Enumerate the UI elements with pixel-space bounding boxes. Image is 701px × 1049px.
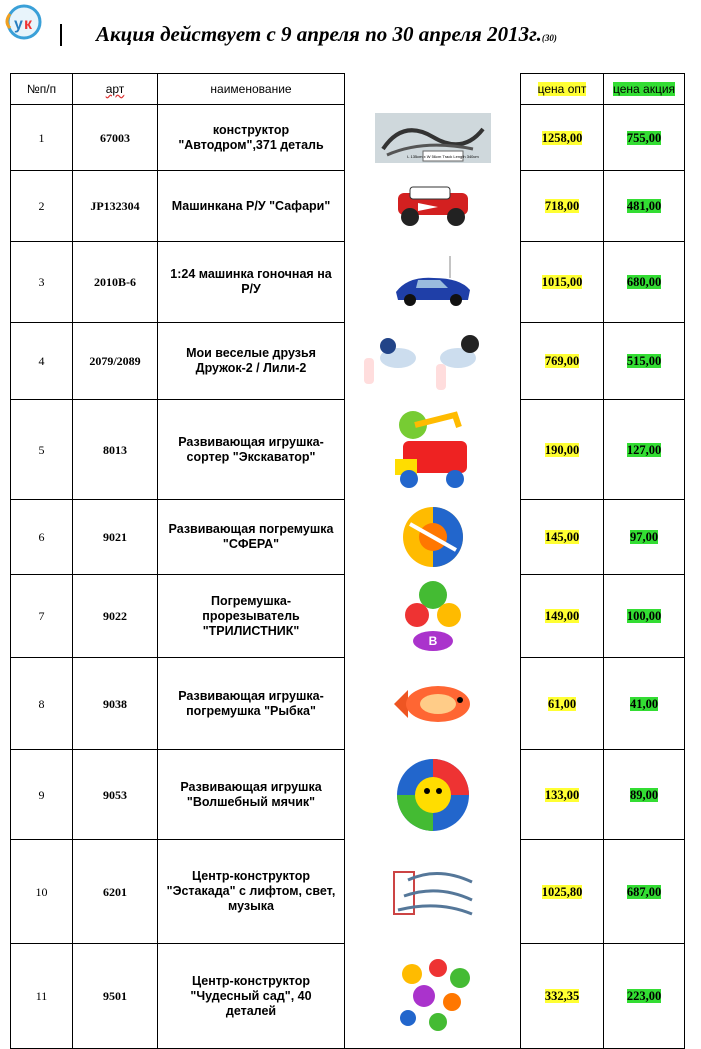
row-price-opt	[521, 658, 604, 750]
row-price-opt	[521, 323, 604, 400]
row-name-value: Машинкана Р/У "Сафари"	[171, 198, 331, 213]
row-num-value: 2	[38, 199, 45, 213]
row-price-opt	[521, 750, 604, 840]
header-price-opt-label: цена опт	[537, 82, 587, 96]
row-price-promo-value: 127,00	[626, 442, 662, 457]
row-art-value: 9038	[103, 696, 127, 711]
svg-text:у: у	[14, 16, 23, 33]
row-name	[158, 171, 345, 242]
row-art-value: 9501	[103, 989, 127, 1003]
row-art-value: 9022	[103, 609, 127, 623]
row-num-value: 5	[38, 442, 45, 457]
row-price-opt	[521, 171, 604, 242]
table-row	[11, 171, 685, 242]
row-price-opt	[521, 944, 604, 1049]
row-price-promo-value: 41,00	[629, 696, 659, 711]
row-image	[345, 750, 521, 840]
table-row	[11, 323, 685, 400]
row-name-value: Центр-конструктор "Эстакада" с лифтом, свет, музыка	[166, 869, 336, 913]
overpass-constructor-image	[388, 864, 478, 920]
table-header-row	[11, 74, 685, 105]
trefoil-teether-image	[403, 577, 463, 655]
row-num-value: 7	[38, 609, 45, 623]
table-row	[11, 105, 685, 171]
sphere-rattle-image	[400, 504, 466, 570]
row-name	[158, 323, 345, 400]
row-price-opt-value: 1025,80	[541, 884, 583, 899]
row-art	[73, 400, 158, 500]
header-price-promo	[604, 74, 685, 105]
row-name	[158, 500, 345, 575]
row-image	[345, 400, 521, 500]
row-price-promo-value: 223,00	[626, 989, 662, 1003]
row-price-promo-value: 687,00	[626, 884, 662, 899]
row-num-value: 11	[35, 989, 48, 1003]
row-name	[158, 242, 345, 323]
row-price-promo-value: 755,00	[626, 130, 662, 145]
magic-ball-image	[393, 755, 473, 835]
row-name	[158, 658, 345, 750]
row-art-value: 6201	[103, 884, 127, 899]
row-price-opt	[521, 500, 604, 575]
row-price-promo-value: 481,00	[626, 199, 662, 213]
row-image	[345, 840, 521, 944]
row-price-opt	[521, 242, 604, 323]
row-name-value: Погремушка-прорезыватель "ТРИЛИСТНИК"	[202, 593, 300, 638]
header-price-opt	[521, 74, 604, 105]
row-name-value: Развивающая игрушка "Волшебный мячик"	[180, 779, 322, 809]
row-num-value: 1	[38, 130, 45, 145]
row-name	[158, 400, 345, 500]
row-art-value: JP132304	[90, 199, 140, 213]
row-num-value: 10	[35, 884, 48, 899]
row-price-promo	[604, 840, 685, 944]
race-car-image	[388, 252, 478, 312]
table-row	[11, 658, 685, 750]
row-art-value: 67003	[100, 130, 130, 145]
row-num	[11, 840, 73, 944]
row-price-opt	[521, 400, 604, 500]
row-price-opt-value: 1258,00	[541, 130, 583, 145]
row-num	[11, 400, 73, 500]
header-price-promo-label: цена акция	[612, 82, 676, 96]
row-price-opt-value: 1015,00	[541, 275, 583, 289]
header-image-cell	[345, 74, 521, 105]
row-num-value: 6	[38, 530, 45, 544]
row-num	[11, 105, 73, 171]
row-num	[11, 944, 73, 1049]
excavator-toy-image	[385, 407, 481, 493]
row-price-promo-value: 515,00	[626, 354, 662, 368]
row-art	[73, 750, 158, 840]
safari-car-image	[388, 183, 478, 229]
price-table	[10, 73, 685, 1049]
row-price-promo	[604, 105, 685, 171]
row-art	[73, 242, 158, 323]
row-image	[345, 242, 521, 323]
row-name-value: Развивающая игрушка-сортер "Экскаватор"	[178, 434, 324, 464]
row-price-promo	[604, 323, 685, 400]
row-art-value: 2079/2089	[89, 354, 141, 368]
row-art-value: 2010B-6	[94, 275, 136, 289]
row-art	[73, 658, 158, 750]
company-logo	[0, 2, 42, 42]
table-row	[11, 400, 685, 500]
row-price-promo	[604, 171, 685, 242]
row-art-value: 8013	[103, 442, 127, 457]
row-price-opt-value: 718,00	[544, 199, 580, 213]
row-art-value: 9021	[103, 530, 127, 544]
promo-title-text: Акция действует с 9 апреля по 30 апреля 2013г.	[96, 22, 542, 46]
table-row	[11, 500, 685, 575]
row-name-value: конструктор "Автодром",371 деталь	[178, 122, 324, 152]
table-row	[11, 575, 685, 658]
row-price-opt-value: 149,00	[544, 609, 580, 623]
row-num	[11, 171, 73, 242]
row-num	[11, 750, 73, 840]
row-name-value: Мои веселые друзья Дружок-2 / Лили-2	[186, 346, 316, 375]
row-image	[345, 171, 521, 242]
row-price-opt	[521, 840, 604, 944]
header-name	[158, 74, 345, 105]
teether-letter: B	[428, 634, 437, 648]
row-price-opt-value: 190,00	[544, 442, 580, 457]
row-price-opt-value: 769,00	[544, 354, 580, 368]
row-num-value: 9	[38, 787, 45, 802]
row-price-opt-value: 145,00	[544, 530, 580, 544]
row-price-opt-value: 332,35	[544, 989, 580, 1003]
header-name-label: наименование	[210, 82, 292, 96]
row-name	[158, 944, 345, 1049]
row-price-promo-value: 680,00	[626, 275, 662, 289]
row-price-promo	[604, 750, 685, 840]
row-art-value: 9053	[103, 787, 127, 802]
row-image	[345, 323, 521, 400]
row-name	[158, 105, 345, 171]
row-price-opt	[521, 105, 604, 171]
row-price-promo-value: 100,00	[626, 609, 662, 623]
row-num	[11, 242, 73, 323]
title-divider	[60, 24, 62, 46]
row-name	[158, 840, 345, 944]
row-price-opt-value: 133,00	[544, 787, 580, 802]
row-art	[73, 944, 158, 1049]
row-num	[11, 575, 73, 658]
row-image	[345, 500, 521, 575]
row-art	[73, 840, 158, 944]
race-track-image	[373, 109, 493, 167]
svg-text:к: к	[24, 16, 33, 33]
header-num	[11, 74, 73, 105]
row-art	[73, 323, 158, 400]
row-name	[158, 750, 345, 840]
row-price-opt-value: 61,00	[547, 696, 577, 711]
table-row	[11, 750, 685, 840]
row-image	[345, 944, 521, 1049]
row-price-promo	[604, 500, 685, 575]
robot-dogs-image	[358, 328, 508, 394]
image-caption: L 135cm x W 56cm Track Length 340cm	[406, 153, 479, 159]
row-image	[345, 658, 521, 750]
row-art	[73, 105, 158, 171]
header-art	[73, 74, 158, 105]
table-row	[11, 840, 685, 944]
row-price-promo-value: 97,00	[629, 530, 659, 544]
row-image	[345, 105, 521, 171]
row-price-promo	[604, 242, 685, 323]
row-price-promo	[604, 400, 685, 500]
row-price-promo-value: 89,00	[629, 787, 659, 802]
row-art	[73, 171, 158, 242]
row-art	[73, 500, 158, 575]
row-name-value: 1:24 машинка гоночная на Р/У	[170, 267, 332, 296]
header-art-label: арт	[105, 82, 125, 96]
row-num	[11, 323, 73, 400]
promo-title	[96, 22, 557, 47]
row-num-value: 3	[38, 275, 45, 289]
table-row	[11, 242, 685, 323]
row-num	[11, 500, 73, 575]
table-row	[11, 944, 685, 1049]
row-price-promo	[604, 658, 685, 750]
garden-constructor-image	[388, 956, 478, 1036]
row-name-value: Центр-конструктор "Чудесный сад", 40 деталей	[190, 973, 312, 1018]
row-name	[158, 575, 345, 658]
row-price-promo	[604, 944, 685, 1049]
header-num-label: №п/п	[26, 82, 57, 96]
row-image	[345, 575, 521, 658]
row-name-value: Развивающая погремушка "СФЕРА"	[168, 522, 334, 551]
row-num-value: 8	[38, 696, 45, 711]
row-price-promo	[604, 575, 685, 658]
row-name-value: Развивающая игрушка-погремушка "Рыбка"	[178, 688, 324, 718]
row-num-value: 4	[38, 354, 45, 368]
row-price-opt	[521, 575, 604, 658]
row-art	[73, 575, 158, 658]
row-num	[11, 658, 73, 750]
promo-title-suffix: (30)	[541, 33, 557, 43]
fish-rattle-image	[388, 680, 478, 728]
